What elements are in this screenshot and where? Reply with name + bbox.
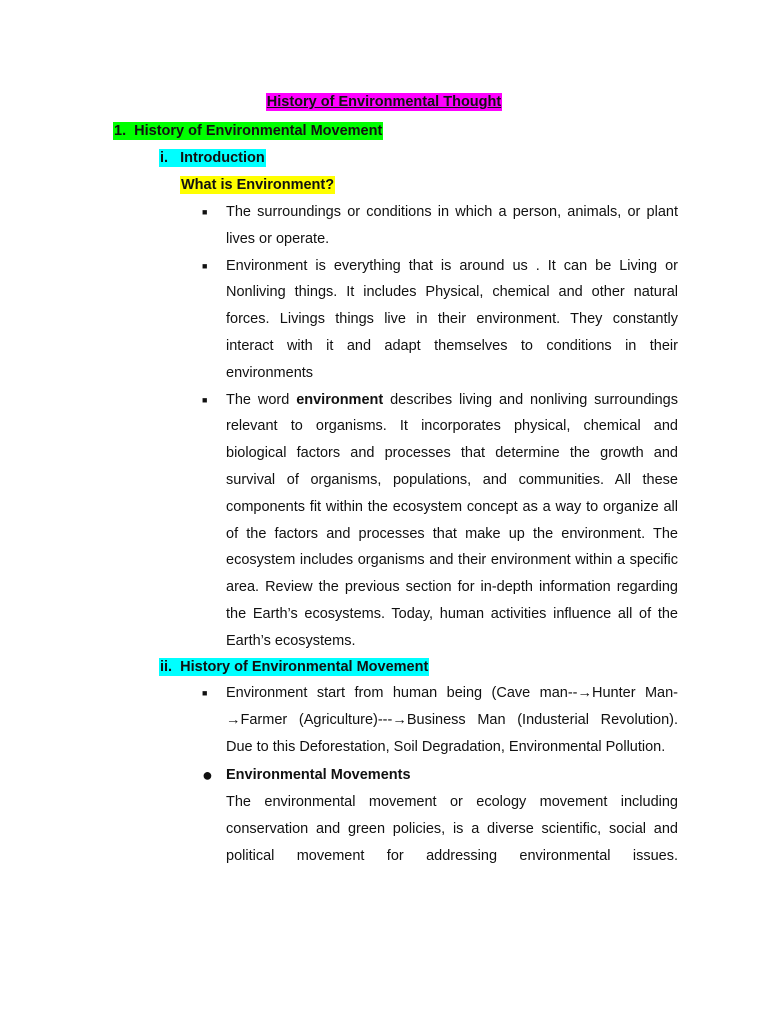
list-item [202,253,678,387]
arrow-right-icon: → [226,711,241,728]
section-heading-text: History of Environmental Movement [134,123,383,139]
bullet-text-pre: The word [226,391,297,408]
bullet-text: The surroundings or conditions in which a person, animals, or plant lives or operate. [226,204,678,247]
introduction-bullet-list [202,199,678,655]
arrow-right-icon: → [392,711,407,728]
square-bullet-icon: ■ [202,260,208,271]
history-bullet-list [202,680,678,870]
bullet-text: Hunter Man- [592,685,678,701]
section-number: 1. [114,123,127,139]
page-title-text: History of Environmental Thought [266,94,502,110]
bullet-text: Business Man (Industerial Revolution). Due to this Deforestation, Soil Degradation, Environmental Pollution. [226,711,678,755]
subsection-heading-text: History of Environmental Movement [180,659,429,675]
subsection-heading-highlight [159,149,266,167]
round-bullet-icon: ● [202,765,213,786]
list-item [202,199,678,253]
section-heading-highlight [113,122,383,140]
square-bullet-icon: ■ [202,207,208,217]
bullet-text: Environment is everything that is around us . It can be Living or Nonliving things. It includes Physical, chemical and other natural forces. Livings things live in their environment. They constantly interact with it and adapt themselves to conditions in their environments [226,257,678,381]
arrow-right-icon: → [577,685,592,701]
bullet-text: Environment start from human being (Cave man-- [226,685,578,701]
bullet-text: Farmer (Agriculture)--- [240,711,393,728]
list-item [202,680,678,760]
bullet-text-post: describes living and nonliving surroundings relevant to organisms. It incorporates physical, chemical and biological factors and processes that determine the growth and survival of organisms, populations, and communities. All these components fit within the ecosystem concept as a way to organize all of the factors and processes that make up the environment. The ecosystem includes organisms and their environment within a specific area. Review the previous section for in-depth information regarding the Earth’s ecosystems. Today, human activities influence all of the Earth’s ecosystems. [226,391,678,649]
subsection-heading-introduction [159,149,266,167]
question-text: What is Environment? [181,177,335,193]
subsection-heading-history [159,658,429,676]
bold-term: environment [296,391,384,408]
subsection-number: ii. [160,659,173,675]
square-bullet-icon: ■ [202,394,208,405]
subsection-number: i. [160,150,169,166]
subsection-heading-text: Introduction [180,150,265,166]
movements-heading: Environmental Movements [226,767,411,784]
list-item [202,762,678,789]
list-item [202,387,678,655]
movements-paragraph: The environmental movement or ecology movement including conservation and green policies, is a diverse scientific, social and political movement for addressing environmental issues. [226,794,678,864]
section-heading-1 [113,122,383,140]
page-title [0,93,768,111]
square-bullet-icon: ■ [202,688,208,698]
subsection-heading-highlight [159,658,429,676]
question-heading [180,176,335,194]
